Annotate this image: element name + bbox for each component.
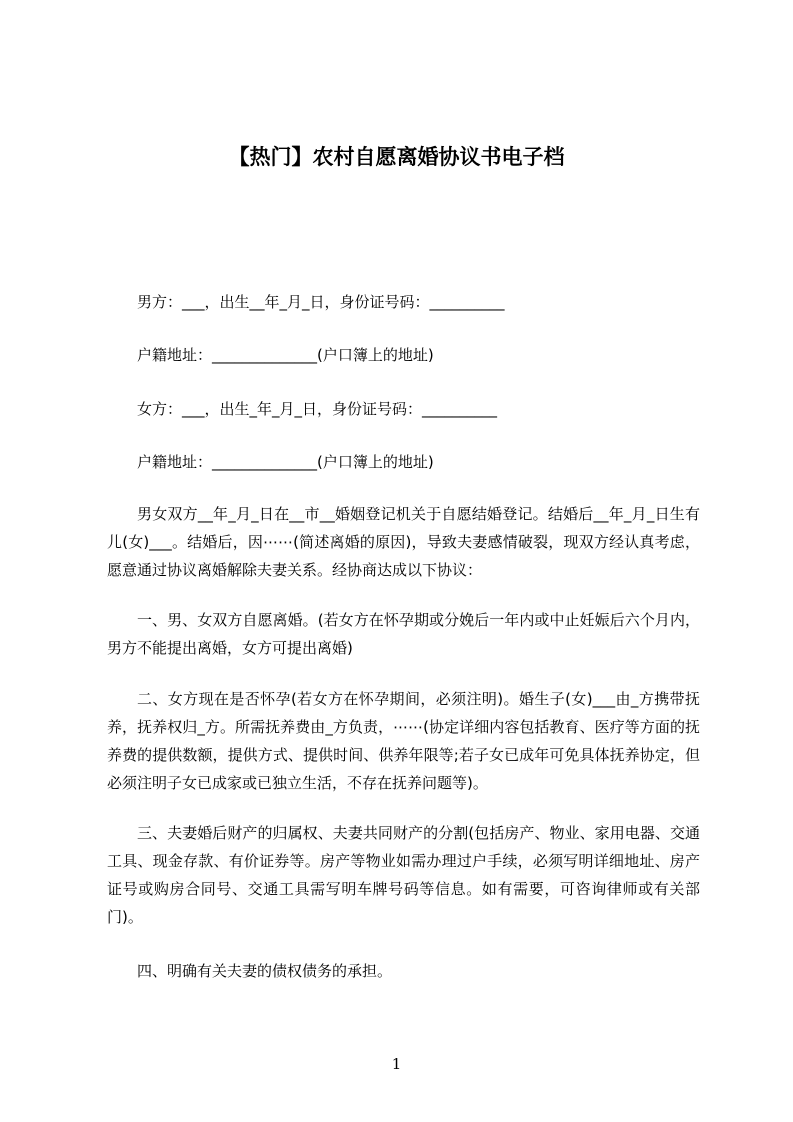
clause-1-paragraph: 一、男、女双方自愿离婚。(若女方在怀孕期或分娩后一年内或中止妊娠后六个月内，男方不能提出离婚，女方可提出离婚) bbox=[107, 611, 700, 657]
clause-4-paragraph: 四、明确有关夫妻的债权债务的承担。 bbox=[137, 962, 393, 980]
page-number: 1 bbox=[391, 1055, 402, 1073]
wife-address-line: 户籍地址：______________(户口簿上的地址) bbox=[137, 453, 434, 471]
wife-info-line: 女方：___，出生_年_月_日，身份证号码：__________ bbox=[137, 400, 498, 418]
document-title: 【热门】农村自愿离婚协议书电子档 bbox=[228, 145, 565, 169]
clause-3-paragraph: 三、夫妻婚后财产的归属权、夫妻共同财产的分割(包括房产、物业、家用电器、交通工具、现金存款、有价证券等。房产等物业如需办理过户手续，必须写明详细地址、房产证号或购房合同号、交通工具需写明车牌号码等信息。如有需要，可咨询律师或有关部门)。 bbox=[107, 824, 700, 926]
clause-2-paragraph: 二、女方现在是否怀孕(若女方在怀孕期间，必须注明)。婚生子(女)___由_方携带抚养，抚养权归_方。所需抚养费由_方负责，⋯⋯(协定详细内容包括教育、医疗等方面的抚养费的提供数额，提供方式、提供时间、供养年限等;若子女已成年可免具体抚养协定，但必须注明子女已成家或已独立生活，不存在抚养问题等)。 bbox=[107, 690, 700, 792]
husband-address-line: 户籍地址：______________(户口簿上的地址) bbox=[137, 346, 434, 364]
husband-info-line: 男方：___，出生__年_月_日，身份证号码：__________ bbox=[137, 293, 505, 311]
marriage-background-paragraph: 男女双方__年_月_日在__市__婚姻登记机关于自愿结婚登记。结婚后__年_月_日生有儿(女)___。结婚后，因⋯⋯(简述离婚的原因)，导致夫妻感情破裂，现双方经认真考虑，愿意通过协议离婚解除夫妻关系。经协商达成以下协议： bbox=[107, 505, 700, 579]
